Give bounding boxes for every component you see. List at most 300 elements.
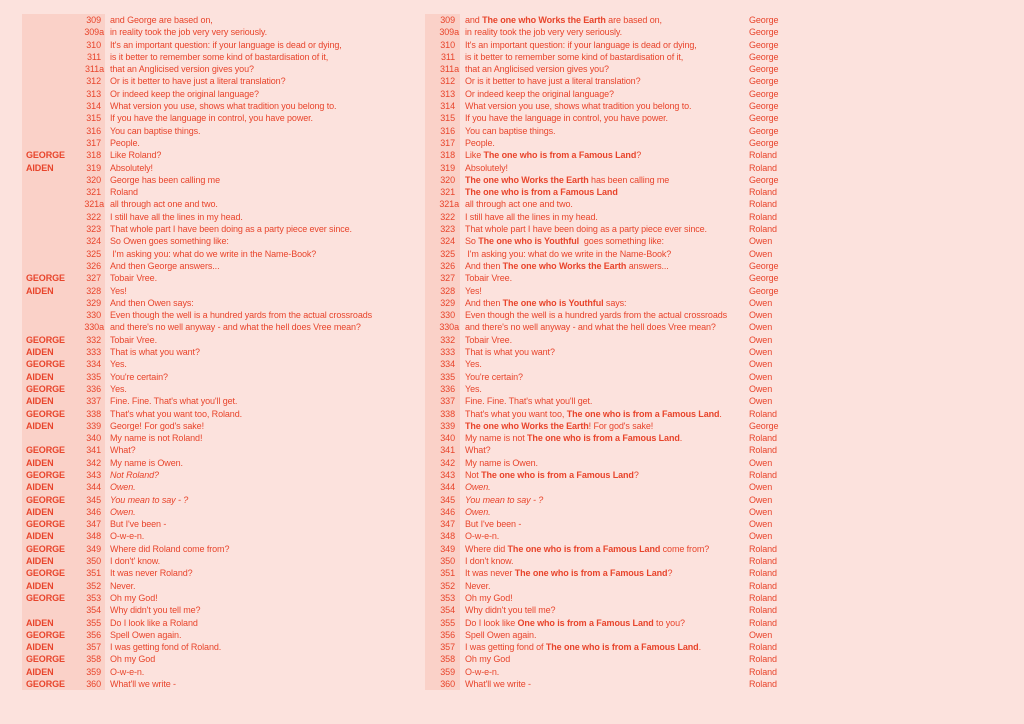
transcript-row — [425, 653, 778, 665]
transcript-row — [22, 432, 372, 444]
line-text — [460, 186, 749, 198]
transcript-row — [425, 334, 778, 346]
line-number: 311a — [78, 63, 105, 75]
line-text — [105, 469, 159, 481]
line-text — [105, 285, 127, 297]
plain-text: Tobair Vree. — [465, 273, 512, 284]
line-number: 358 — [78, 653, 105, 665]
transcript-row — [425, 530, 778, 542]
speaker-label — [22, 260, 78, 272]
transcript-row — [425, 297, 778, 309]
transcript-row — [425, 617, 778, 629]
character-name: George — [749, 137, 779, 148]
speaker-label: AIDEN — [22, 395, 78, 407]
line-number: 342 — [425, 457, 460, 469]
plain-text: Even though the well is a hundred yards from the actual crossroads — [465, 310, 728, 321]
line-number: 345 — [78, 494, 105, 506]
line-text — [105, 112, 313, 124]
transcript-row — [22, 469, 372, 481]
italic-text: You mean to say - ? — [110, 494, 189, 505]
line-text — [460, 494, 749, 506]
line-text — [460, 223, 749, 235]
character-name: George — [749, 15, 779, 25]
bold-name-phrase: The one who Works the Earth — [465, 420, 589, 431]
transcript-row — [22, 39, 372, 51]
transcript-row — [22, 555, 372, 567]
line-number: 351 — [425, 567, 460, 579]
transcript-row — [425, 371, 778, 383]
line-text — [460, 100, 749, 112]
line-text — [105, 592, 158, 604]
line-number: 317 — [425, 137, 460, 149]
plain-text: Do I look like — [465, 617, 518, 628]
plain-text: O-w-e-n. — [110, 531, 145, 542]
line-text — [105, 518, 166, 530]
speaker-label — [22, 211, 78, 223]
plain-text: Oh my God — [110, 654, 156, 665]
transcript-row — [425, 358, 778, 370]
line-text — [105, 444, 136, 456]
speaker-label: GEORGE — [22, 272, 78, 284]
line-text — [105, 678, 176, 690]
plain-text: So Owen goes something like: — [110, 236, 229, 247]
line-number: 360 — [425, 678, 460, 690]
transcript-row — [22, 383, 372, 395]
character-name: Owen — [749, 506, 773, 517]
speaker-label: AIDEN — [22, 162, 78, 174]
line-number: 332 — [78, 334, 105, 346]
character-name: Roland — [749, 469, 777, 480]
line-text — [460, 408, 749, 420]
transcript-row — [425, 555, 778, 567]
speaker-label — [22, 186, 78, 198]
transcript-row — [425, 272, 778, 284]
transcript-row — [425, 100, 778, 112]
plain-text: all through act one and two. — [465, 199, 573, 210]
line-text — [105, 567, 193, 579]
line-number: 341 — [78, 444, 105, 456]
transcript-row — [425, 248, 778, 260]
line-text — [105, 51, 328, 63]
line-text — [105, 198, 218, 210]
line-number: 344 — [425, 481, 460, 493]
plain-text: Where did — [465, 543, 508, 554]
plain-text: in reality took the job very very seriously. — [465, 27, 622, 38]
line-text — [105, 580, 135, 592]
transcript-row — [22, 223, 372, 235]
speaker-label: GEORGE — [22, 592, 78, 604]
character-name: George — [749, 174, 779, 185]
plain-text: to you? — [653, 617, 685, 628]
transcript-row — [22, 137, 372, 149]
plain-text: I'm asking you: what do we write in the Name-Book? — [465, 248, 672, 259]
transcript-row — [22, 457, 372, 469]
plain-text: answers... — [626, 260, 669, 271]
transcript-row — [425, 88, 778, 100]
plain-text: ? — [636, 150, 642, 161]
transcript-row — [22, 321, 372, 333]
plain-text: Tobair Vree. — [110, 273, 157, 284]
line-number: 350 — [425, 555, 460, 567]
bold-name-phrase: The one who is from a Famous Land — [545, 642, 699, 653]
line-number: 316 — [78, 125, 105, 137]
line-text — [460, 162, 749, 174]
line-text — [460, 420, 749, 432]
line-text — [460, 617, 749, 629]
transcript-row — [22, 260, 372, 272]
character-name: Owen — [749, 457, 773, 468]
transcript-row — [22, 629, 372, 641]
character-name: Owen — [749, 629, 773, 640]
line-number: 348 — [78, 530, 105, 542]
character-name: Roland — [749, 543, 777, 554]
line-text — [460, 309, 749, 321]
line-text — [460, 88, 749, 100]
transcript-row — [425, 592, 778, 604]
plain-text: Yes. — [110, 383, 127, 394]
line-number: 346 — [78, 506, 105, 518]
plain-text: What'll we write - — [465, 679, 531, 690]
character-name: Roland — [749, 408, 777, 419]
line-text — [105, 162, 153, 174]
line-text — [460, 457, 749, 469]
speaker-label: GEORGE — [22, 469, 78, 481]
line-number: 352 — [78, 580, 105, 592]
line-text — [105, 297, 194, 309]
line-number: 343 — [78, 469, 105, 481]
line-text — [105, 604, 200, 616]
speaker-label — [22, 321, 78, 333]
line-text — [105, 457, 183, 469]
transcript-row — [425, 395, 778, 407]
line-number: 335 — [78, 371, 105, 383]
character-name: Roland — [749, 679, 777, 690]
transcript-row — [425, 604, 778, 616]
plain-text: Absolutely! — [110, 162, 153, 173]
line-number: 321a — [425, 198, 460, 210]
line-number: 339 — [425, 420, 460, 432]
speaker-label — [22, 235, 78, 247]
plain-text: Why didn't you tell me? — [110, 605, 201, 616]
transcript-row — [425, 678, 778, 690]
italic-text: Owen. — [110, 482, 136, 493]
line-text — [460, 321, 749, 333]
plain-text: Oh my God! — [465, 592, 513, 603]
speaker-label: AIDEN — [22, 555, 78, 567]
transcript-row — [22, 494, 372, 506]
transcript-row — [22, 678, 372, 690]
bold-name-phrase: The one who is from a Famous Land — [481, 469, 634, 480]
speaker-label — [22, 309, 78, 321]
line-number: 329 — [78, 297, 105, 309]
line-number: 316 — [425, 125, 460, 137]
line-number: 318 — [425, 149, 460, 161]
plain-text: are based on, — [605, 15, 662, 25]
line-text — [460, 641, 749, 653]
character-name: Owen — [749, 248, 773, 259]
character-name: Owen — [749, 383, 773, 394]
transcript-row — [425, 260, 778, 272]
transcript-row — [22, 51, 372, 63]
plain-text: Tobair Vree. — [465, 334, 512, 345]
line-text — [105, 395, 237, 407]
transcript-row — [425, 186, 778, 198]
line-number: 315 — [425, 112, 460, 124]
line-text — [105, 432, 202, 444]
transcript-row — [425, 285, 778, 297]
line-text — [105, 408, 242, 420]
transcript-row — [425, 506, 778, 518]
transcript-row — [22, 408, 372, 420]
bold-name-phrase: The one who is from a Famous Land — [507, 543, 661, 554]
character-name: George — [749, 273, 779, 284]
plain-text: O-w-e-n. — [465, 666, 500, 677]
plain-text: What version you use, shows what tradition you belong to. — [465, 101, 692, 112]
bold-name-phrase: The one who is from a Famous Land — [465, 187, 618, 198]
line-text — [460, 198, 749, 210]
line-text — [105, 26, 267, 38]
transcript-row — [22, 543, 372, 555]
character-name: Roland — [749, 556, 777, 567]
plain-text: Not — [465, 469, 482, 480]
line-number: 347 — [78, 518, 105, 530]
transcript-row — [22, 371, 372, 383]
character-name: Roland — [749, 150, 777, 161]
line-number: 330a — [78, 321, 105, 333]
line-number: 314 — [425, 100, 460, 112]
line-text — [460, 260, 749, 272]
line-text — [460, 51, 749, 63]
line-number: 330 — [425, 309, 460, 321]
plain-text: is it better to remember some kind of bastardisation of it, — [110, 51, 329, 62]
line-text — [105, 629, 181, 641]
transcript-row — [425, 432, 778, 444]
transcript-row — [22, 186, 372, 198]
transcript-row — [425, 518, 778, 530]
line-number: 351 — [78, 567, 105, 579]
transcript-row — [425, 408, 778, 420]
line-number: 336 — [425, 383, 460, 395]
line-text — [460, 678, 749, 690]
line-number: 326 — [425, 260, 460, 272]
plain-text: That's what you want too, Roland. — [110, 408, 242, 419]
plain-text: I don't know. — [465, 556, 514, 567]
bold-name-phrase: The one who is Youthful — [478, 236, 580, 247]
italic-text: Owen. — [465, 506, 491, 517]
plain-text: But I've been - — [110, 519, 167, 530]
character-name: Roland — [749, 568, 777, 579]
character-name: George — [749, 260, 779, 271]
transcript-row — [425, 223, 778, 235]
line-text — [460, 469, 749, 481]
speaker-label — [22, 88, 78, 100]
line-number: 338 — [78, 408, 105, 420]
transcript-row — [22, 617, 372, 629]
transcript-row — [22, 174, 372, 186]
line-number: 324 — [78, 235, 105, 247]
speaker-label: AIDEN — [22, 666, 78, 678]
plain-text: Yes! — [110, 285, 127, 296]
speaker-label: GEORGE — [22, 653, 78, 665]
line-number: 309 — [425, 14, 460, 26]
line-number: 356 — [425, 629, 460, 641]
plain-text: That's what you want too, — [465, 408, 567, 419]
character-name: Owen — [749, 359, 773, 370]
line-number: 333 — [425, 346, 460, 358]
plain-text: If you have the language in control, you have power. — [465, 113, 668, 124]
line-text — [460, 653, 749, 665]
plain-text: I still have all the lines in my head. — [110, 211, 243, 222]
line-text — [105, 235, 229, 247]
plain-text: Fine. Fine. That's what you'll get. — [110, 396, 238, 407]
transcript-row — [22, 235, 372, 247]
transcript-row — [22, 198, 372, 210]
speaker-label — [22, 39, 78, 51]
plain-text: and George are based on, — [110, 15, 213, 25]
line-text — [460, 75, 749, 87]
plain-text: ? — [633, 469, 639, 480]
transcript-row — [22, 100, 372, 112]
line-number: 310 — [78, 39, 105, 51]
italic-text: Owen. — [465, 482, 491, 493]
line-number: 319 — [425, 162, 460, 174]
line-number: 321a — [78, 198, 105, 210]
line-text — [105, 211, 243, 223]
line-number: 325 — [78, 248, 105, 260]
character-name: Roland — [749, 162, 777, 173]
transcript-row — [425, 137, 778, 149]
line-number: 360 — [78, 678, 105, 690]
plain-text: has been calling me — [588, 174, 670, 185]
transcript-row — [22, 149, 372, 161]
line-text — [105, 420, 204, 432]
plain-text: and there's no well anyway - and what the hell does Vree mean? — [110, 322, 361, 333]
line-number: 340 — [425, 432, 460, 444]
character-name: George — [749, 76, 779, 87]
line-number: 312 — [425, 75, 460, 87]
line-text — [460, 297, 749, 309]
line-text — [460, 481, 749, 493]
character-name: Owen — [749, 297, 773, 308]
line-text — [460, 530, 749, 542]
bold-name-phrase: The one who is from a Famous Land — [527, 433, 680, 444]
line-number: 321 — [425, 186, 460, 198]
character-name: Roland — [749, 605, 777, 616]
line-text — [460, 248, 749, 260]
line-number: 355 — [425, 617, 460, 629]
speaker-label — [22, 137, 78, 149]
line-number: 334 — [78, 358, 105, 370]
line-text — [105, 666, 144, 678]
speaker-label — [22, 297, 78, 309]
speaker-label — [22, 248, 78, 260]
speaker-label — [22, 63, 78, 75]
line-number: 348 — [425, 530, 460, 542]
line-number: 330a — [425, 321, 460, 333]
transcript-row — [22, 162, 372, 174]
transcript-row — [22, 248, 372, 260]
line-number: 322 — [425, 211, 460, 223]
plain-text: George! For god's sake! — [110, 420, 204, 431]
transcript-row — [22, 604, 372, 616]
character-name: Owen — [749, 494, 773, 505]
line-number: 344 — [78, 481, 105, 493]
transcript-row — [425, 39, 778, 51]
bold-name-phrase: The one who Works the Earth — [465, 174, 589, 185]
line-number: 358 — [425, 653, 460, 665]
plain-text: Or is it better to have just a literal translation? — [110, 76, 286, 87]
line-text — [105, 617, 198, 629]
transcript-row — [425, 63, 778, 75]
line-number: 311 — [425, 51, 460, 63]
transcript-row — [425, 494, 778, 506]
bold-name-phrase: The one who Works the Earth — [482, 15, 606, 25]
line-text — [105, 88, 259, 100]
character-name: George — [749, 285, 779, 296]
line-text — [460, 174, 749, 186]
transcript-row — [22, 75, 372, 87]
line-text — [105, 383, 127, 395]
plain-text: Yes. — [465, 359, 482, 370]
plain-text: Spell Owen again. — [465, 629, 537, 640]
transcript-row — [22, 444, 372, 456]
plain-text: is it better to remember some kind of bastardisation of it, — [465, 51, 684, 62]
character-name: Roland — [749, 666, 777, 677]
plain-text: Spell Owen again. — [110, 629, 182, 640]
speaker-label — [22, 51, 78, 63]
line-number: 326 — [78, 260, 105, 272]
plain-text: People. — [465, 137, 495, 148]
transcript-row — [425, 14, 778, 26]
line-number: 315 — [78, 112, 105, 124]
line-number: 320 — [78, 174, 105, 186]
transcript-row — [22, 272, 372, 284]
transcript-row — [425, 211, 778, 223]
character-name: Owen — [749, 322, 773, 333]
transcript-row — [425, 112, 778, 124]
plain-text: Yes. — [465, 383, 482, 394]
line-text — [460, 555, 749, 567]
line-number: 333 — [78, 346, 105, 358]
line-text — [460, 629, 749, 641]
transcript-row — [425, 321, 778, 333]
line-text — [105, 641, 221, 653]
plain-text: and — [465, 15, 483, 25]
speaker-label: GEORGE — [22, 358, 78, 370]
plain-text: I don't' know. — [110, 556, 161, 567]
plain-text: in reality took the job very very seriously. — [110, 27, 267, 38]
transcript-row — [425, 580, 778, 592]
plain-text: If you have the language in control, you have power. — [110, 113, 313, 124]
plain-text: . — [719, 408, 722, 419]
line-number: 338 — [425, 408, 460, 420]
line-text — [105, 494, 188, 506]
plain-text: What? — [110, 445, 136, 456]
plain-text: And then George answers... — [110, 260, 220, 271]
line-text — [460, 444, 749, 456]
plain-text: What? — [465, 445, 491, 456]
plain-text: O-w-e-n. — [110, 666, 145, 677]
character-name: Roland — [749, 654, 777, 665]
plain-text: all through act one and two. — [110, 199, 218, 210]
line-number: 355 — [78, 617, 105, 629]
speaker-label: GEORGE — [22, 334, 78, 346]
character-name: George — [749, 64, 779, 75]
transcript-row — [22, 481, 372, 493]
line-text — [460, 137, 749, 149]
character-name: Owen — [749, 371, 773, 382]
line-number: 311 — [78, 51, 105, 63]
